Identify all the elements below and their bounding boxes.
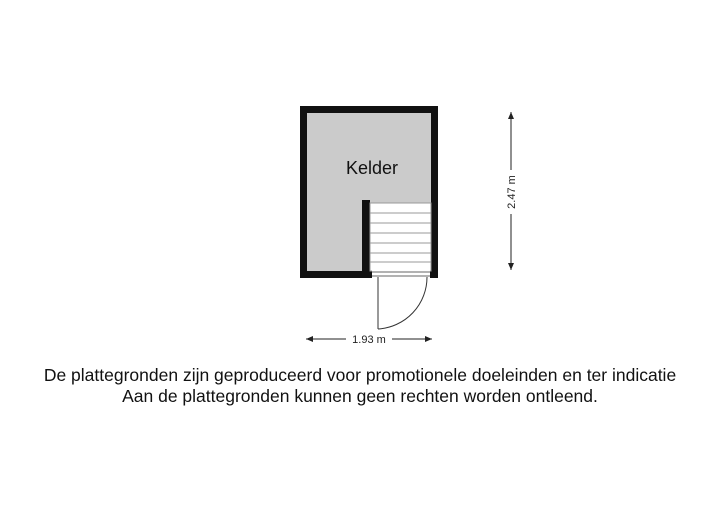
disclaimer-line-2: Aan de plattegronden kunnen geen rechten worden ontleend.: [122, 386, 598, 406]
dimension-width-label: 1.93 m: [352, 334, 386, 346]
dimension-height-label: 2.47 m: [506, 175, 518, 209]
dimension-height: [506, 112, 518, 270]
door-swing: [378, 277, 427, 329]
staircase: [370, 203, 431, 271]
room-label: Kelder: [345, 158, 399, 178]
disclaimer-line-1: De plattegronden zijn geproduceerd voor promotionele doeleinden en ter indicatie: [43, 365, 677, 385]
dimension-width: [306, 334, 432, 346]
door-opening: [372, 270, 430, 279]
stair-wall: [362, 200, 370, 271]
